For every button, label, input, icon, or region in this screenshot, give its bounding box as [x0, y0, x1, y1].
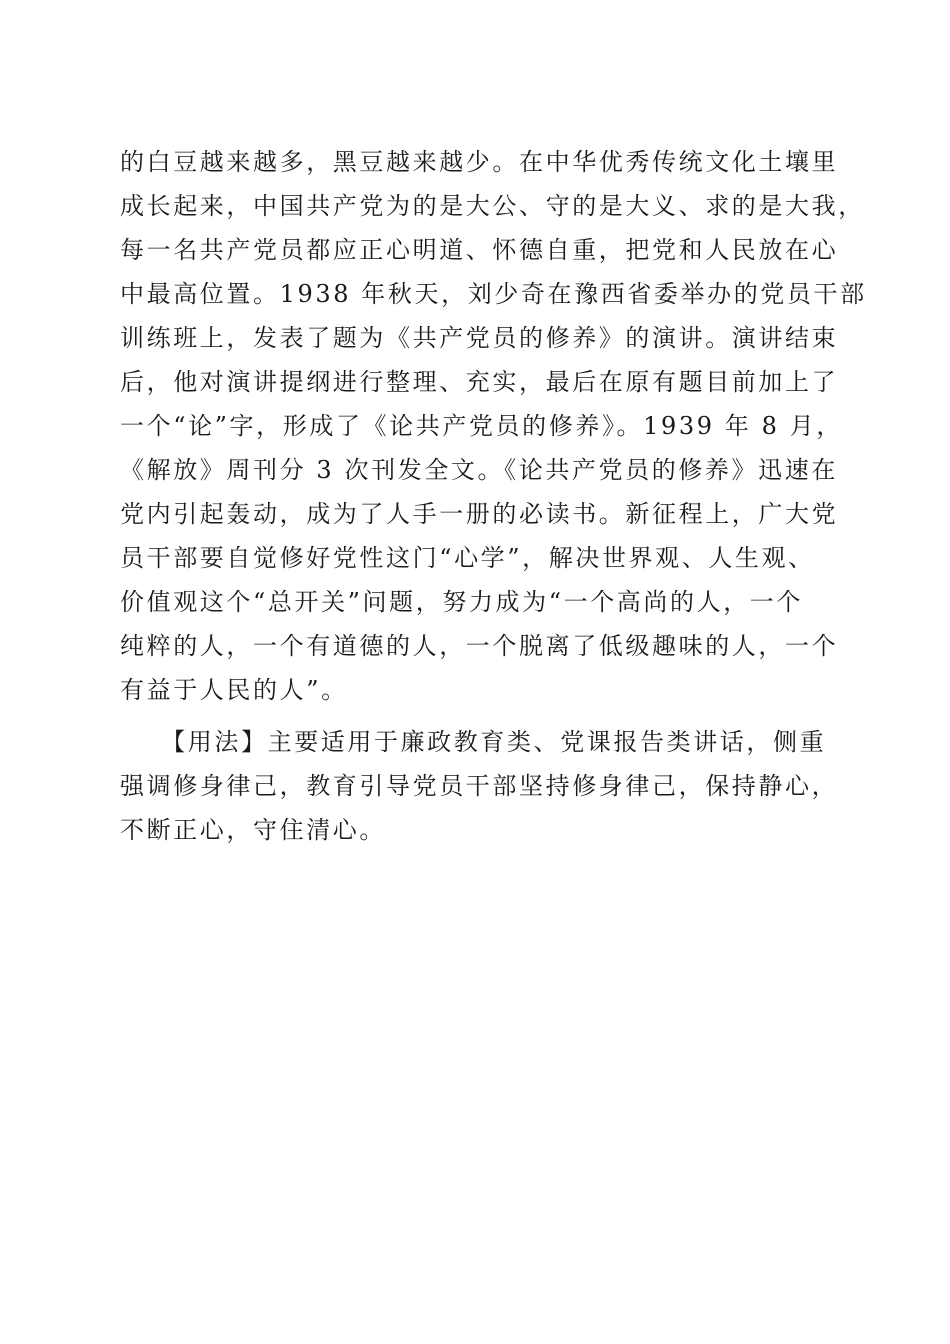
body-paragraph-1	[120, 140, 867, 712]
text-line: 价值观这个“总开关”问题，努力成为“一个高尚的人，一个	[120, 588, 804, 616]
usage-paragraph	[120, 720, 840, 852]
text-line: 的白豆越来越多，黑豆越来越少。在中华优秀传统文化土壤里	[120, 148, 839, 176]
text-line: 纯粹的人，一个有道德的人，一个脱离了低级趣味的人，一个	[120, 632, 839, 660]
text-line: 后，他对演讲提纲进行整理、充实，最后在原有题目前加上了	[120, 368, 839, 396]
text-line: 【用法】主要适用于廉政教育类、党课报告类讲话，侧重	[120, 728, 827, 756]
text-line: 党内引起轰动，成为了人手一册的必读书。新征程上，广大党	[120, 500, 839, 528]
text-line: 一个“论”字，形成了《论共产党员的修养》。1939 年 8 月，	[120, 412, 843, 440]
text-line: 强调修身律己，教育引导党员干部坚持修身律己，保持静心，	[120, 772, 839, 800]
text-line: 不断正心，守住清心。	[120, 816, 386, 844]
text-line: 《解放》周刊分 3 次刊发全文。《论共产党员的修养》迅速在	[120, 456, 838, 484]
text-line: 中最高位置。1938 年秋天，刘少奇在豫西省委举办的党员干部	[120, 280, 867, 308]
text-line: 有益于人民的人”。	[120, 676, 348, 704]
text-line: 成长起来，中国共产党为的是大公、守的是大义、求的是大我，	[120, 192, 865, 220]
text-line: 训练班上，发表了题为《共产党员的修养》的演讲。演讲结束	[120, 324, 839, 352]
text-line: 每一名共产党员都应正心明道、怀德自重，把党和人民放在心	[120, 236, 839, 264]
text-line: 员干部要自觉修好党性这门“心学”，解决世界观、人生观、	[120, 544, 815, 572]
